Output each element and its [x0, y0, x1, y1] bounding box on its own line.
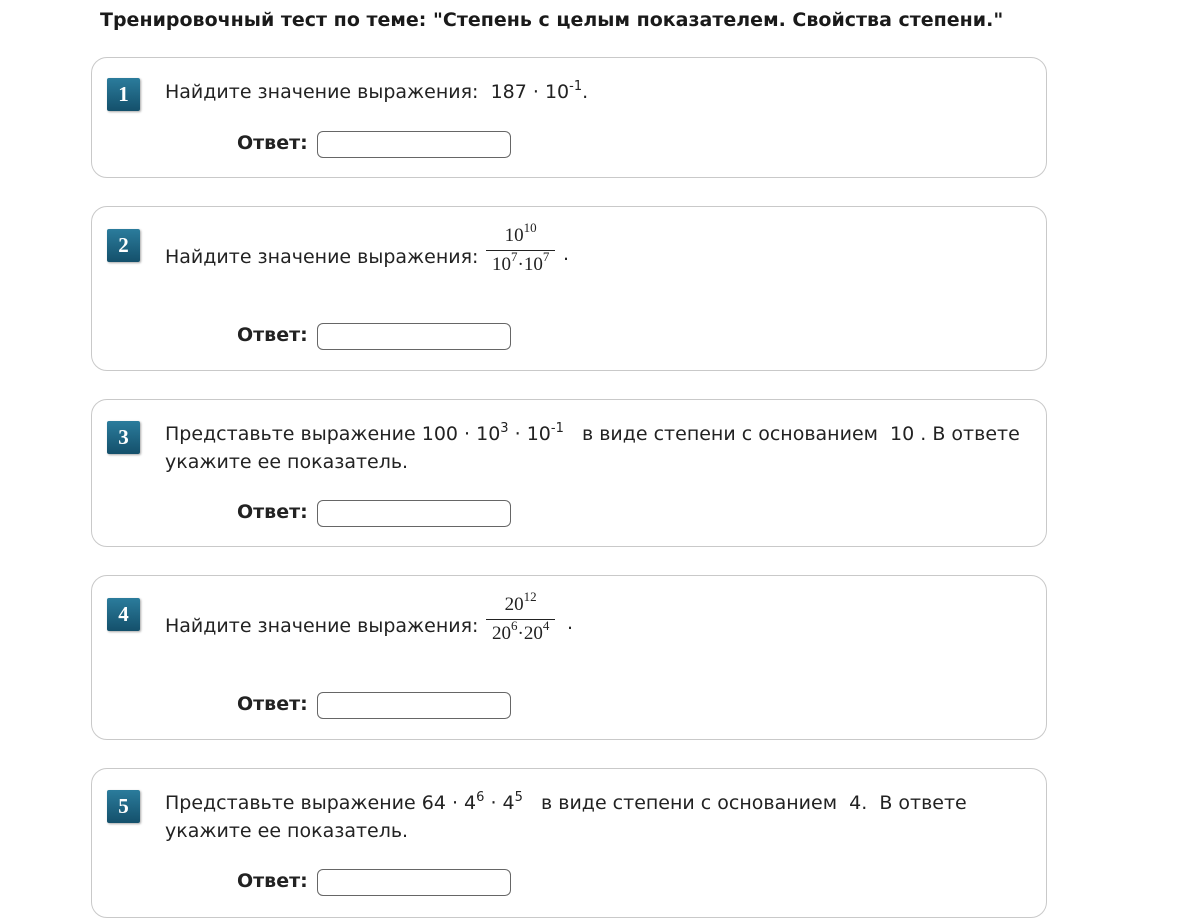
question-text-line2: укажите ее показатель.: [165, 451, 409, 473]
question-prompt: Найдите значение выражения:: [165, 81, 479, 103]
question-card-2: [91, 206, 1047, 371]
answer-label: Ответ:: [237, 324, 308, 346]
fraction-numerator: $10^{10}$: [504, 220, 537, 246]
question-text: [165, 78, 588, 106]
question-card-4: [91, 575, 1047, 740]
question-text: [165, 420, 1020, 448]
answer-label: Ответ:: [237, 870, 308, 892]
question-prompt-a: Представьте выражение 64 · 4: [165, 792, 477, 814]
answer-label: Ответ:: [237, 693, 308, 715]
question-prompt-b: · 4: [484, 792, 515, 814]
question-number-badge: 4: [107, 598, 140, 631]
exponent-b: -1: [550, 421, 564, 436]
question-prompt-c: в виде степени с основанием 4. В ответе: [522, 792, 967, 814]
question-text-line2: укажите ее показатель.: [165, 820, 409, 842]
fraction-numerator: $20^{12}$: [504, 589, 537, 615]
exponent-a: 6: [476, 790, 485, 805]
question-number-badge: 1: [107, 78, 140, 111]
exponent-a: 3: [500, 421, 509, 436]
answer-input-5[interactable]: [317, 869, 511, 896]
question-prompt-c: в виде степени с основанием 10 . В ответе: [563, 423, 1020, 445]
question-number-badge: 2: [107, 229, 140, 262]
answer-input-4[interactable]: [317, 692, 511, 719]
question-prompt: Найдите значение выражения:: [165, 246, 479, 268]
question-number-badge: 5: [107, 790, 140, 823]
answer-input-2[interactable]: [317, 323, 511, 350]
question-number-badge: 3: [107, 421, 140, 454]
fraction-expression: [486, 220, 555, 276]
fraction-expression: [486, 589, 555, 645]
expression-end: .: [567, 612, 574, 634]
question-prompt: Найдите значение выражения:: [165, 615, 479, 637]
page-title: Тренировочный тест по теме: "Степень с целым показателем. Свойства степени.": [100, 9, 1004, 31]
answer-input-1[interactable]: [317, 131, 511, 158]
fraction-denominator: $10^7\cdot 10^7$: [492, 249, 550, 275]
expression-exponent: -1: [569, 79, 583, 94]
exponent-b: 5: [514, 790, 523, 805]
expression-end: .: [563, 243, 570, 265]
fraction-denominator: $20^6\cdot 20^4$: [492, 618, 550, 644]
answer-input-3[interactable]: [317, 500, 511, 527]
expression-base: 187 · 10: [490, 81, 570, 103]
question-prompt-a: Представьте выражение 100 · 10: [165, 423, 501, 445]
expression-end: .: [582, 81, 589, 103]
question-card-5: [91, 768, 1047, 918]
question-card-1: [91, 57, 1047, 178]
answer-label: Ответ:: [237, 132, 308, 154]
answer-label: Ответ:: [237, 501, 308, 523]
question-card-3: [91, 399, 1047, 547]
question-prompt-b: · 10: [508, 423, 551, 445]
question-text: [165, 789, 967, 817]
